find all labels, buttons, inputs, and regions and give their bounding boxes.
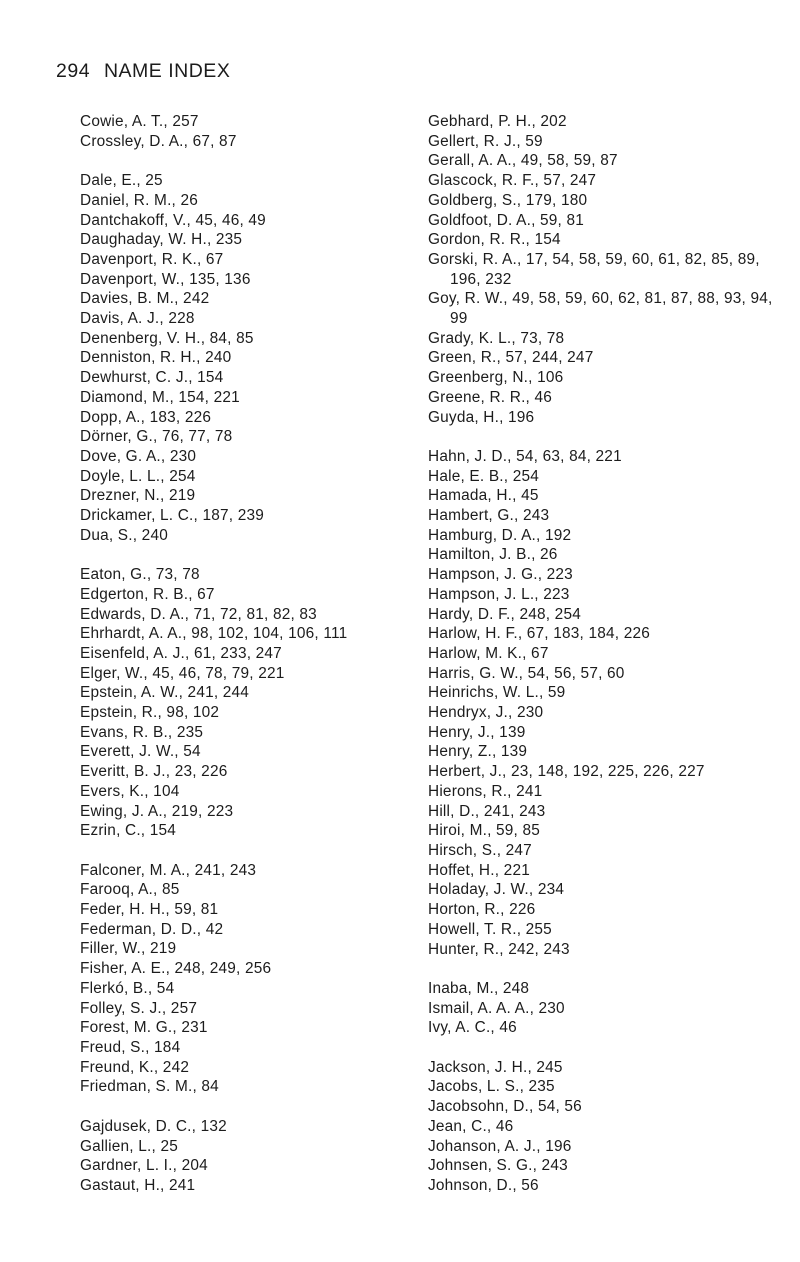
index-entry: Johnsen, S. G., 243 bbox=[428, 1157, 568, 1175]
index-entry: Filler, W., 219 bbox=[80, 940, 177, 958]
index-entry: Epstein, A. W., 241, 244 bbox=[80, 684, 250, 702]
index-entry: Ismail, A. A. A., 230 bbox=[428, 999, 565, 1017]
index-letter-group bbox=[428, 1058, 773, 1196]
index-entry: Jacobs, L. S., 235 bbox=[428, 1078, 555, 1096]
index-entry: Gastaut, H., 241 bbox=[80, 1176, 196, 1194]
index-letter-group bbox=[428, 979, 773, 1038]
index-column-right bbox=[428, 112, 773, 1215]
index-entry: Davies, B. M., 242 bbox=[80, 290, 210, 308]
index-entry: Goldberg, S., 179, 180 bbox=[428, 191, 588, 209]
index-entry: Gallien, L., 25 bbox=[80, 1137, 178, 1155]
index-entry: Johanson, A. J., 196 bbox=[428, 1137, 572, 1155]
index-entry: Ehrhardt, A. A., 98, 102, 104, 106, 111 bbox=[80, 625, 348, 643]
index-entry: Grady, K. L., 73, 78 bbox=[428, 329, 565, 347]
index-entry: Hampson, J. G., 223 bbox=[428, 566, 573, 584]
index-entry: Hierons, R., 241 bbox=[428, 782, 543, 800]
index-entry: Freund, K., 242 bbox=[80, 1058, 190, 1076]
index-entry: Ewing, J. A., 219, 223 bbox=[80, 802, 234, 820]
index-entry: Holaday, J. W., 234 bbox=[428, 881, 565, 899]
index-entry: Dantchakoff, V., 45, 46, 49 bbox=[80, 211, 266, 229]
index-letter-group bbox=[428, 447, 773, 959]
index-entry: Dale, E., 25 bbox=[80, 172, 163, 190]
index-entry: Howell, T. R., 255 bbox=[428, 920, 552, 938]
index-entry: Flerkó, B., 54 bbox=[80, 979, 175, 997]
index-letter-group bbox=[428, 112, 773, 427]
index-entry: Dewhurst, C. J., 154 bbox=[80, 369, 224, 387]
index-column-left bbox=[80, 112, 410, 1215]
index-entry: Ivy, A. C., 46 bbox=[428, 1019, 517, 1037]
index-entry: Hill, D., 241, 243 bbox=[428, 802, 546, 820]
index-entry: Johnson, D., 56 bbox=[428, 1176, 539, 1194]
index-entry: Farooq, A., 85 bbox=[80, 881, 180, 899]
index-entry: Harlow, H. F., 67, 183, 184, 226 bbox=[428, 625, 650, 643]
index-letter-group bbox=[80, 565, 410, 841]
index-entry: Gerall, A. A., 49, 58, 59, 87 bbox=[428, 152, 618, 170]
index-entry: Drickamer, L. C., 187, 239 bbox=[80, 507, 264, 525]
index-entry: Epstein, R., 98, 102 bbox=[80, 704, 220, 722]
index-entry: Hahn, J. D., 54, 63, 84, 221 bbox=[428, 447, 622, 465]
index-entry: Drezner, N., 219 bbox=[80, 487, 196, 505]
index-letter-group bbox=[80, 171, 410, 545]
index-entry: Jackson, J. H., 245 bbox=[428, 1058, 563, 1076]
index-entry: Heinrichs, W. L., 59 bbox=[428, 684, 566, 702]
index-entry: Davenport, W., 135, 136 bbox=[80, 270, 251, 288]
index-entry: Greenberg, N., 106 bbox=[428, 369, 564, 387]
index-entry: Edwards, D. A., 71, 72, 81, 82, 83 bbox=[80, 605, 317, 623]
index-entry: Inaba, M., 248 bbox=[428, 979, 530, 997]
index-entry: Elger, W., 45, 46, 78, 79, 221 bbox=[80, 664, 285, 682]
index-entry: Dove, G. A., 230 bbox=[80, 447, 197, 465]
index-entry: Hale, E. B., 254 bbox=[428, 467, 539, 485]
index-entry: Gellert, R. J., 59 bbox=[428, 132, 543, 150]
index-entry: Hamburg, D. A., 192 bbox=[428, 526, 572, 544]
index-entry: Falconer, M. A., 241, 243 bbox=[80, 861, 257, 879]
index-entry: Jean, C., 46 bbox=[428, 1117, 514, 1135]
index-entry: Guyda, H., 196 bbox=[428, 408, 535, 426]
index-entry: Gordon, R. R., 154 bbox=[428, 231, 561, 249]
index-entry: Dörner, G., 76, 77, 78 bbox=[80, 428, 233, 446]
index-letter-group bbox=[80, 1117, 410, 1196]
index-entry: Davis, A. J., 228 bbox=[80, 310, 195, 328]
index-entry: Federman, D. D., 42 bbox=[80, 920, 224, 938]
index-entry: Herbert, J., 23, 148, 192, 225, 226, 227 bbox=[428, 763, 705, 781]
index-entry: Harris, G. W., 54, 56, 57, 60 bbox=[428, 664, 625, 682]
index-entry: Edgerton, R. B., 67 bbox=[80, 585, 215, 603]
index-entry: Hardy, D. F., 248, 254 bbox=[428, 605, 581, 623]
index-entry: Freud, S., 184 bbox=[80, 1039, 181, 1056]
index-entry: Davenport, R. K., 67 bbox=[80, 250, 224, 268]
index-entry: Eaton, G., 73, 78 bbox=[80, 566, 200, 584]
index-entry: Fisher, A. E., 248, 249, 256 bbox=[80, 960, 272, 978]
index-entry: Diamond, M., 154, 221 bbox=[80, 388, 240, 406]
index-entry: Goy, R. W., 49, 58, 59, 60, 62, 81, 87, 88, 93, 94, 99 bbox=[428, 290, 773, 328]
index-entry: Denniston, R. H., 240 bbox=[80, 349, 232, 367]
page-header bbox=[56, 60, 230, 83]
index-entry: Eisenfeld, A. J., 61, 233, 247 bbox=[80, 644, 282, 662]
index-entry: Hendryx, J., 230 bbox=[428, 704, 544, 722]
index-entry: Green, R., 57, 244, 247 bbox=[428, 349, 594, 367]
index-entry: Gardner, L. I., 204 bbox=[80, 1157, 208, 1175]
index-entry: Hirsch, S., 247 bbox=[428, 842, 532, 859]
index-entry: Horton, R., 226 bbox=[428, 901, 536, 919]
index-entry: Henry, Z., 139 bbox=[428, 743, 528, 761]
page-title: NAME INDEX bbox=[103, 60, 231, 82]
index-entry: Dua, S., 240 bbox=[80, 526, 168, 544]
index-entry: Crossley, D. A., 67, 87 bbox=[80, 132, 237, 150]
index-entry: Denenberg, V. H., 84, 85 bbox=[80, 329, 254, 347]
index-entry: Feder, H. H., 59, 81 bbox=[80, 901, 219, 919]
index-entry: Greene, R. R., 46 bbox=[428, 388, 553, 406]
index-entry: Glascock, R. F., 57, 247 bbox=[428, 172, 597, 190]
index-entry: Everett, J. W., 54 bbox=[80, 743, 201, 761]
index-entry: Henry, J., 139 bbox=[428, 723, 526, 741]
index-entry: Evans, R. B., 235 bbox=[80, 723, 204, 741]
index-entry: Goldfoot, D. A., 59, 81 bbox=[428, 211, 585, 229]
index-entry: Everitt, B. J., 23, 226 bbox=[80, 763, 228, 781]
index-entry: Ezrin, C., 154 bbox=[80, 822, 177, 840]
index-entry: Daughaday, W. H., 235 bbox=[80, 231, 243, 249]
index-entry: Hambert, G., 243 bbox=[428, 507, 550, 525]
index-entry: Hamada, H., 45 bbox=[428, 487, 539, 505]
index-letter-group bbox=[80, 861, 410, 1097]
index-entry: Gajdusek, D. C., 132 bbox=[80, 1117, 227, 1135]
index-entry: Gebhard, P. H., 202 bbox=[428, 113, 567, 130]
index-entry: Doyle, L. L., 254 bbox=[80, 467, 196, 485]
index-entry: Harlow, M. K., 67 bbox=[428, 644, 549, 662]
index-letter-group bbox=[80, 112, 410, 151]
index-entry: Dopp, A., 183, 226 bbox=[80, 408, 212, 426]
index-entry: Gorski, R. A., 17, 54, 58, 59, 60, 61, 82, 85, 89, 196, 232 bbox=[428, 250, 760, 288]
index-entry: Cowie, A. T., 257 bbox=[80, 113, 199, 130]
index-entry: Hiroi, M., 59, 85 bbox=[428, 822, 541, 840]
index-entry: Jacobsohn, D., 54, 56 bbox=[428, 1098, 582, 1116]
index-entry: Folley, S. J., 257 bbox=[80, 999, 198, 1017]
index-entry: Forest, M. G., 231 bbox=[80, 1019, 208, 1037]
index-entry: Hamilton, J. B., 26 bbox=[428, 546, 558, 564]
index-entry: Hoffet, H., 221 bbox=[428, 861, 530, 879]
page-number: 294 bbox=[56, 60, 91, 82]
index-entry: Evers, K., 104 bbox=[80, 782, 180, 800]
index-entry: Friedman, S. M., 84 bbox=[80, 1078, 219, 1096]
index-entry: Hampson, J. L., 223 bbox=[428, 585, 570, 603]
index-entry: Daniel, R. M., 26 bbox=[80, 191, 199, 209]
index-entry: Hunter, R., 242, 243 bbox=[428, 940, 570, 958]
